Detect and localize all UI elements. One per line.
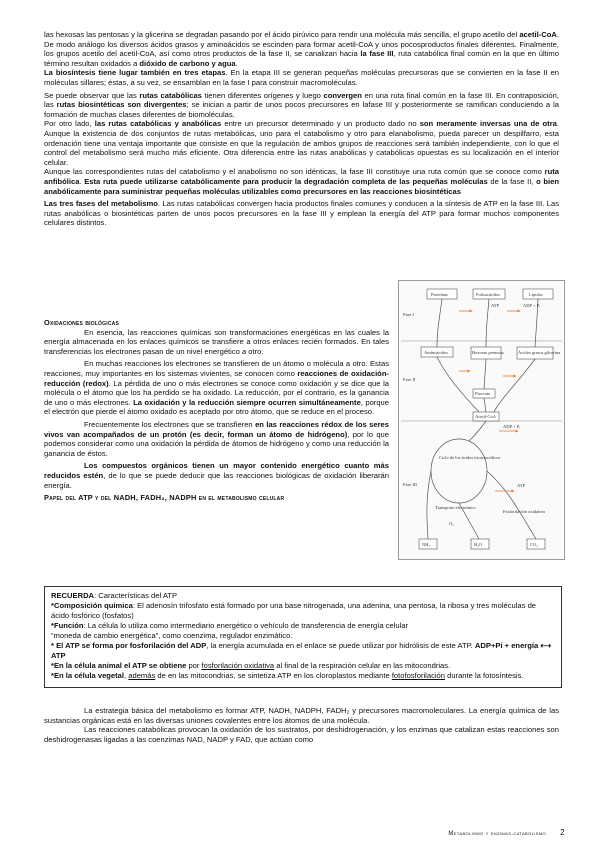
paragraph: Aunque las correspondientes rutas del catabolismo y el anabolismo no son idénticas, la fase III constituye una ruta común que se conoce como ruta anfibólica. Esta ruta puede utilizarse catabólicamente para producir la degradación completa de las pequeñas moléculas de la fase II, o bien anabólicamente para suministrar pequeñas moléculas utilizables como precursores en las reacciones biosintéticas [44, 167, 559, 196]
section-title: Oxidaciones biológicas [44, 318, 119, 327]
box-line: *En la célula vegetal, además de en las mitocondrias, se sintetiza ATP en los cloroplastos mediante fotofosforilación durante la fotosíntesis. [51, 671, 524, 680]
box-label: Proteínas [431, 292, 448, 297]
label: ADP + Pᵢ [503, 424, 520, 429]
box-label: H₂O [474, 542, 483, 547]
paragraph: La estrategia básica del metabolismo es formar ATP, NADH, NADPH, FADH₂ y precursores macromoleculares. La energía química de las sustancias orgánicas está en las diversas uniones covalentes entre los átomos de una molécula. [44, 706, 559, 725]
recuerda-box [44, 586, 562, 688]
cycle-label: Ciclo de los ácidos tricarboxílicos [439, 455, 501, 460]
box-label: Piruvato [475, 391, 491, 396]
label: O₂ [449, 521, 454, 526]
label: ATP [517, 483, 526, 488]
phase-label: Fase II [403, 377, 416, 382]
paragraph: La biosíntesis tiene lugar también en tres etapas. En la etapa III se generan pequeñas moléculas precursoras que se convierten en la fase II en moléculas sillares; éstas, a su vez, se ensamblan en la fase I para construir macromoléculas. [44, 68, 559, 87]
box-line: *En la célula animal el ATP se obtiene por fosforilación oxidativa al final de la respiración celular en las mitocondrias. [51, 661, 451, 670]
paragraph: Se puede observar que las rutas catabólicas tienen diferentes orígenes y luego convergen en una ruta final común en la fase III. En contraposición, las rutas biosintéticas son divergentes; se inician a partir de unos pocos precursores en lafase III y posteriormente se ramifican conduciendo a la formación de muchas clases diferentes de biomoléculas. [44, 90, 559, 119]
phase-label: Fase I [403, 312, 414, 317]
paragraph: Las tres fases del metabolismo. Las rutas catabólicas convergen hacia productos finales comunes y conducen a la síntesis de ATP en la fase III. Las rutas anabólicas o biosintéticas parten de unos pocos precursores en la fase III y emplean la energía del ATP para formar muchos componentes celulares distintos. [44, 199, 560, 228]
box-label: Hexosas pentosas [472, 350, 504, 355]
paragraph: Las reacciones catabólicas provocan la oxidación de los sustratos, por deshidrogenación, y los enzimas que catalizan estas reacciones son deshidrogenasas ligadas a las coenzimas NAD, NADP y FAD, que actúan como [44, 725, 559, 744]
paragraph: En muchas reacciones los electrones se transfieren de un átomo o molécula a otro. Estas reacciones, muy importantes en los sistemas vivientes, se conocen como reacciones de oxidación-reducción (redox). La pérdida de uno o más electrones se conoce como oxidación y se dice que la molécula o el átomo que los ha perdido se ha oxidado. La reducción, por el contrario, es la ganancia de uno o más electrones. La oxidación y la reducción siempre ocurren simultáneamente, porque el electrón que pierde el átomo oxidado es aceptado por otro átomo, que se reduce en el proceso. [44, 359, 389, 417]
label: Fosforilación oxidativa [503, 509, 545, 514]
label: ATP [491, 303, 500, 308]
metabolism-diagram [399, 281, 564, 559]
box-label: Aminoácidos [424, 350, 448, 355]
paragraph: las hexosas las pentosas y la glicerina se degradan pasando por el ácido pirúvico para rendir una molécula más sencilla, el grupo acetilo del acetil-CoA. De modo análogo los diversos ácidos grasos y aminoácidos se escinden para formar acetil-CoA y unos pocosproductos finales diferentes. Finalmente, los grupos acetilo del acetil-CoA, así como otros productos de la fase II, se canalizan hacia la fase III, ruta catabólica final común en la que en último término resultan oxidados a dióxido de carbono y agua. [44, 30, 559, 68]
box-label: Ácidos grasos glicerina [518, 350, 561, 355]
paragraph: Frecuentemente los electrones que se transfieren en las reacciones rédox de los seres vivos van acompañados de un protón (es decir, forman un átomo de hidrógeno), por lo que podemos considerar como una oxidación la pérdida de átomos de hidrógeno y como una reducción la ganancia de éstos. [44, 419, 390, 458]
box-line: *Composición química: El adenosín trifosfato está formado por una base nitrogenada, una adenina, una pentosa, la ribosa y tres moléculas de ácido fosfórico (fosfatos) [51, 601, 537, 620]
footer-label: Metabolismo y enzimas.catabolismo [448, 831, 547, 837]
label: Transporte electrónico [435, 505, 476, 510]
box-line: * El ATP se forma por fosforilación del ADP, la energía acumulada en el enlace se puede utilizar por hidrólisis de este ATP. ADP+Pi + energía ⟷ ATP [51, 641, 552, 660]
box-label: NH₃ [422, 542, 431, 547]
top-text [44, 30, 559, 228]
box-label: Polisacáridos [476, 292, 500, 297]
paragraph: En esencia, las reacciones químicas son transformaciones energéticas en las cuales la energía almacenada en los enlaces químicos se transfiere a otros enlaces recién formados. En tales transferencias los electrones pasan de un nivel energético a otro. [44, 327, 389, 356]
paragraph: Por otro lado, las rutas catabólicas y anabólicas entre un precursor determinado y un producto dado no son meramente inversas una de otra. Aunque la existencia de dos conjuntos de rutas metabólicas, uno para el catabolismo y otro para elanabolismo, pueda parecer un despilfarro, esta ordenación tiene una ventaja importante que consiste en que la regulación de ambos grupos de reacciones será también independiente, con lo que el control del metabolismo será mucho más eficiente. Otra diferencia entre las rutas anabólicas y catabólicas opuestas es su localización en el interior celular. [44, 119, 559, 167]
page-number: 2 [560, 828, 565, 837]
phase-label: Fase III [403, 482, 417, 487]
label: ADP + Pᵢ [523, 303, 540, 308]
box-label: Acetil-CoA [475, 414, 496, 419]
box-label: CO₂ [530, 542, 538, 547]
box-line: *Función: La célula lo utiliza como intermediario energético o vehículo de transferencia de energía celular [51, 621, 409, 630]
paragraph: Los compuestos orgánicos tienen un mayor contenido energético cuanto más reducidos estén, de lo que se puede deducir que las reacciones biológicas de oxidación liberarán energía. [44, 461, 389, 490]
bottom-text [44, 706, 559, 744]
double-arrow-icon: ⟷ [538, 641, 552, 650]
page-footer [385, 828, 565, 837]
metabolism-phases-figure [398, 280, 565, 560]
box-line: “moneda de cambio energética”, como coenzima, regulador enzimático. [51, 631, 293, 640]
section-title: Papel del ATP y del NADH, FADH₂, NADPH en el metabolismo celular [44, 493, 285, 503]
box-line: RECUERDA: Características del ATP [51, 591, 178, 600]
box-label: Lípidos [529, 292, 543, 297]
